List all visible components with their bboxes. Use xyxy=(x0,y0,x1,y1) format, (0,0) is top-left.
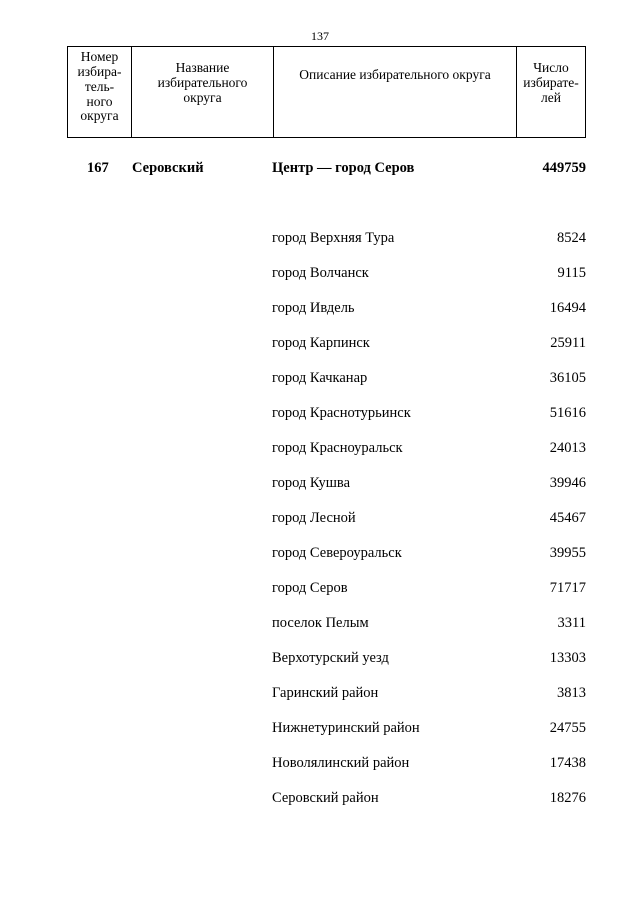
header-line: избира- xyxy=(77,63,122,79)
territory-name: город Качканар xyxy=(272,370,368,386)
list-item xyxy=(272,580,586,615)
header-line: округа xyxy=(80,108,119,124)
territory-voter-count: 17438 xyxy=(549,755,586,771)
list-item xyxy=(272,370,586,405)
list-item xyxy=(272,475,586,510)
territory-name: город Верхняя Тура xyxy=(272,230,395,246)
header-line: избирате- xyxy=(523,74,579,90)
header-line: избирательного xyxy=(157,74,248,90)
territory-name: Нижнетуринский район xyxy=(272,720,420,736)
district-number: 167 xyxy=(87,160,109,176)
list-item xyxy=(272,650,586,685)
territory-name: город Красноуральск xyxy=(272,440,403,456)
district-row xyxy=(67,160,586,182)
page-number: 137 xyxy=(311,29,329,43)
territory-voter-count: 18276 xyxy=(549,790,586,806)
territory-voter-count: 3311 xyxy=(557,615,586,631)
territory-name: Гаринский район xyxy=(272,685,379,701)
territory-name: город Кушва xyxy=(272,475,351,491)
territory-name: город Серов xyxy=(272,580,348,596)
list-item xyxy=(272,300,586,335)
list-item xyxy=(272,405,586,440)
territory-voter-count: 9115 xyxy=(557,265,586,281)
territory-name: Серовский район xyxy=(272,790,379,806)
header-line: Номер xyxy=(80,49,119,64)
territory-voter-count: 51616 xyxy=(549,405,586,421)
district-composition-list xyxy=(272,230,586,825)
territory-name: город Ивдель xyxy=(272,300,355,316)
territory-voter-count: 39955 xyxy=(549,545,586,561)
territory-name: город Североуральск xyxy=(272,545,402,561)
territory-voter-count: 25911 xyxy=(550,335,586,351)
territory-name: город Карпинск xyxy=(272,335,370,351)
list-item xyxy=(272,720,586,755)
territory-voter-count: 16494 xyxy=(549,300,586,316)
header-line: Описание избирательного округа xyxy=(299,67,491,82)
list-item xyxy=(272,790,586,825)
territory-name: поселок Пелым xyxy=(272,615,369,631)
territory-voter-count: 24013 xyxy=(549,440,586,456)
list-item xyxy=(272,755,586,790)
column-header-table xyxy=(67,46,586,138)
list-item xyxy=(272,265,586,300)
territory-voter-count: 36105 xyxy=(549,370,586,386)
territory-name: Новолялинский район xyxy=(272,755,410,771)
header-line: Название xyxy=(175,60,230,75)
district-center: Центр — город Серов xyxy=(272,160,415,176)
territory-voter-count: 24755 xyxy=(549,720,586,736)
list-item xyxy=(272,545,586,580)
header-line: ного xyxy=(86,93,113,109)
territory-voter-count: 8524 xyxy=(557,230,586,246)
header-line: тель- xyxy=(84,78,115,94)
list-item xyxy=(272,510,586,545)
header-line: Число xyxy=(533,60,569,75)
territory-name: Верхотурский уезд xyxy=(272,650,389,666)
header-row xyxy=(68,47,586,138)
header-district-name xyxy=(132,47,274,138)
header-district-description xyxy=(274,47,517,138)
header-line: округа xyxy=(183,89,222,105)
territory-voter-count: 3813 xyxy=(557,685,586,701)
header-voter-count xyxy=(517,47,586,138)
district-name: Серовский xyxy=(132,160,204,176)
district-voter-total: 449759 xyxy=(542,160,586,176)
territory-voter-count: 45467 xyxy=(549,510,586,526)
list-item xyxy=(272,335,586,370)
list-item xyxy=(272,440,586,475)
list-item xyxy=(272,230,586,265)
list-item xyxy=(272,685,586,720)
territory-name: город Волчанск xyxy=(272,265,369,281)
header-line: лей xyxy=(541,89,561,105)
header-district-number xyxy=(68,47,132,138)
territory-name: город Краснотурьинск xyxy=(272,405,411,421)
territory-voter-count: 13303 xyxy=(549,650,586,666)
territory-voter-count: 39946 xyxy=(549,475,586,491)
territory-name: город Лесной xyxy=(272,510,356,526)
territory-voter-count: 71717 xyxy=(549,580,586,596)
list-item xyxy=(272,615,586,650)
